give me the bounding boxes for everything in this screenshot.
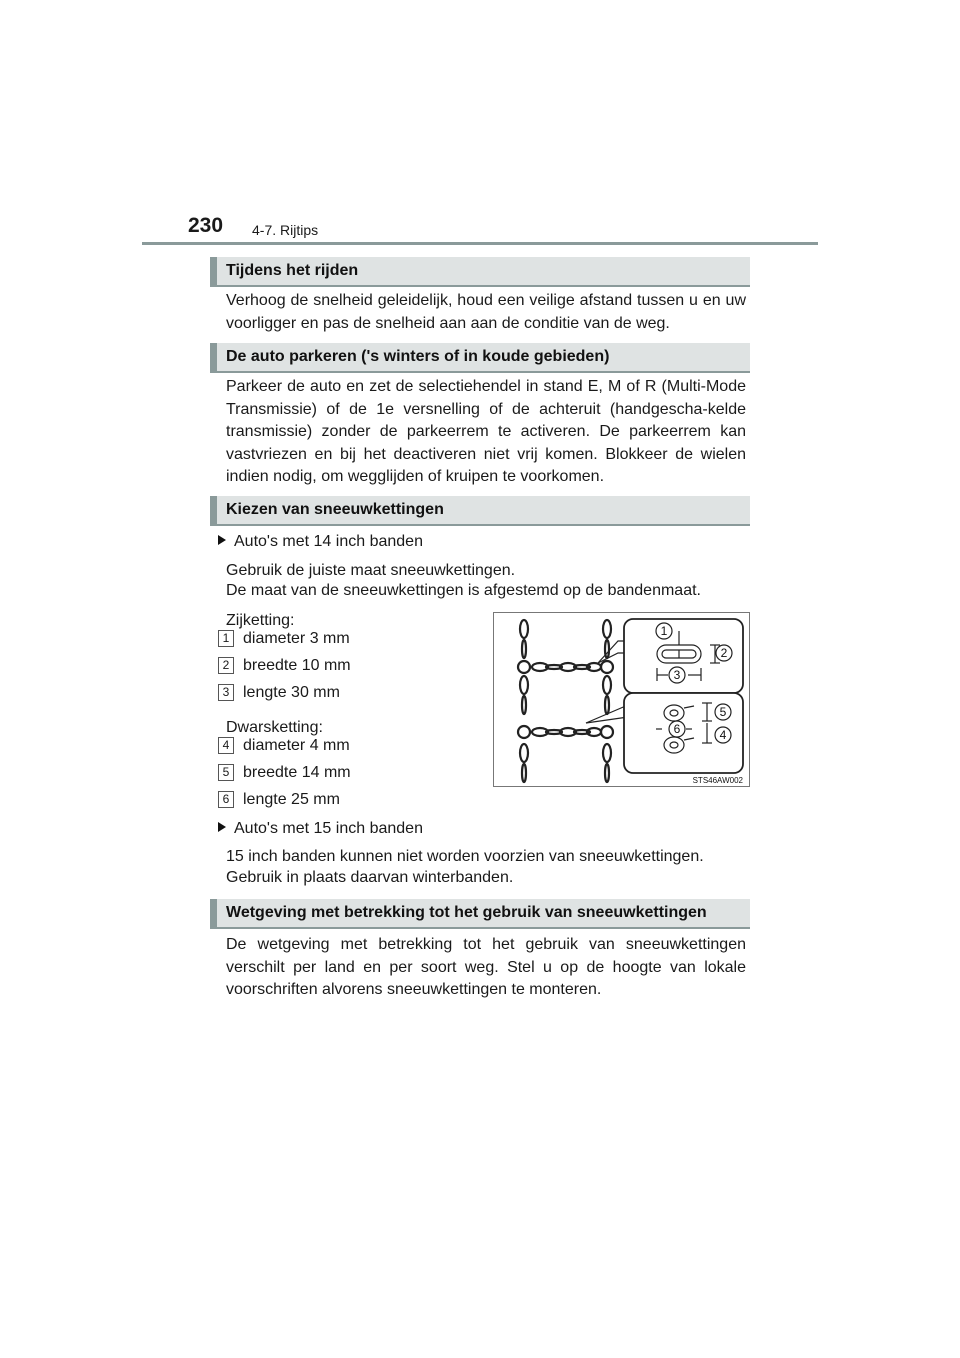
figure-callout-4: 4 bbox=[719, 728, 727, 742]
chain-size-line-1: Gebruik de juiste maat sneeuwkettingen. bbox=[226, 562, 516, 579]
snow-chain-diagram bbox=[494, 613, 749, 786]
vertical-chain-right bbox=[603, 620, 611, 782]
spec-text: diameter 3 mm bbox=[243, 630, 350, 647]
section-heading-driving bbox=[210, 257, 750, 287]
callout-number: 4 bbox=[218, 737, 234, 754]
header-rule bbox=[142, 242, 818, 245]
figure-code: STS46AW002 bbox=[692, 776, 743, 785]
bullet-text: Auto's met 14 inch banden bbox=[234, 533, 423, 550]
section-heading-parking bbox=[210, 343, 750, 373]
spec-text: breedte 10 mm bbox=[243, 657, 351, 674]
vertical-chain-left bbox=[520, 620, 528, 782]
section-heading-text: De auto parkeren ('s winters of in koude gebieden) bbox=[226, 348, 610, 365]
spec-text: breedte 14 mm bbox=[243, 764, 351, 781]
triangle-bullet-icon bbox=[218, 535, 226, 545]
triangle-bullet-icon bbox=[218, 822, 226, 832]
legislation-paragraph: De wetgeving met betrekking tot het gebruik van sneeuwkettingen verschilt per land en per soort weg. Stel u op de hoogte van lokale voorschriften alvorens sneeuwkettingen te monteren. bbox=[226, 936, 746, 998]
driving-paragraph: Verhoog de snelheid geleidelijk, houd een veilige afstand tussen u en uw voorligger en pas de snelheid aan aan de conditie van de weg. bbox=[226, 292, 746, 332]
spec-item bbox=[218, 737, 350, 755]
chain-size-line-2: De maat van de sneeuwkettingen is afgestemd op de bandenmaat. bbox=[226, 582, 701, 599]
figure-callout-3: 3 bbox=[673, 668, 681, 682]
callout-number: 3 bbox=[218, 684, 234, 701]
cross-chain-label: Dwarsketting: bbox=[226, 719, 323, 736]
side-chain-label: Zijketting: bbox=[226, 612, 295, 629]
spec-text: lengte 25 mm bbox=[243, 791, 340, 808]
callout-number: 5 bbox=[218, 764, 234, 781]
section-heading-legislation bbox=[210, 899, 750, 929]
spec-text: diameter 4 mm bbox=[243, 737, 350, 754]
figure-callout-1: 1 bbox=[660, 624, 668, 638]
parking-paragraph: Parkeer de auto en zet de selectiehendel in stand E, M of R (Multi-Mode Transmissie) of de 1e versnelling of de achteruit (handgescha-kelde transmissie) zonder de parkeerrem te activeren. De parkeerrem kan vastvriezen en bij het deactiveren niet vrij komen. Blokkeer de wielen indien nodig, om wegglijden of kruipen te voorkomen. bbox=[226, 378, 746, 485]
section-heading-snow-chains bbox=[210, 496, 750, 526]
figure-callout-2: 2 bbox=[720, 646, 728, 660]
figure-callout-5: 5 bbox=[719, 705, 727, 719]
figure-callout-6: 6 bbox=[673, 722, 681, 736]
spec-item bbox=[218, 764, 351, 782]
horizontal-chain-lower bbox=[518, 726, 613, 738]
bullet-text: Auto's met 15 inch banden bbox=[234, 820, 423, 837]
callout-number: 1 bbox=[218, 630, 234, 647]
fifteen-inch-line-1: 15 inch banden kunnen niet worden voorzien van sneeuwkettingen. bbox=[226, 848, 704, 865]
section-heading-text: Tijdens het rijden bbox=[226, 262, 359, 279]
page-number: 230 bbox=[188, 214, 224, 237]
spec-text: lengte 30 mm bbox=[243, 684, 340, 701]
callout-number: 2 bbox=[218, 657, 234, 674]
section-heading-text: Wetgeving met betrekking tot het gebruik van sneeuwkettingen bbox=[226, 904, 707, 921]
bullet-14-inch bbox=[218, 533, 423, 551]
snow-chain-figure bbox=[493, 612, 750, 787]
chapter-title: 4-7. Rijtips bbox=[252, 222, 319, 238]
callout-number: 6 bbox=[218, 791, 234, 808]
spec-item bbox=[218, 630, 350, 648]
section-heading-text: Kiezen van sneeuwkettingen bbox=[226, 501, 444, 518]
spec-item bbox=[218, 684, 340, 702]
bullet-15-inch bbox=[218, 820, 423, 838]
spec-item bbox=[218, 657, 351, 675]
fifteen-inch-line-2: Gebruik in plaats daarvan winterbanden. bbox=[226, 869, 514, 886]
spec-item bbox=[218, 791, 340, 809]
